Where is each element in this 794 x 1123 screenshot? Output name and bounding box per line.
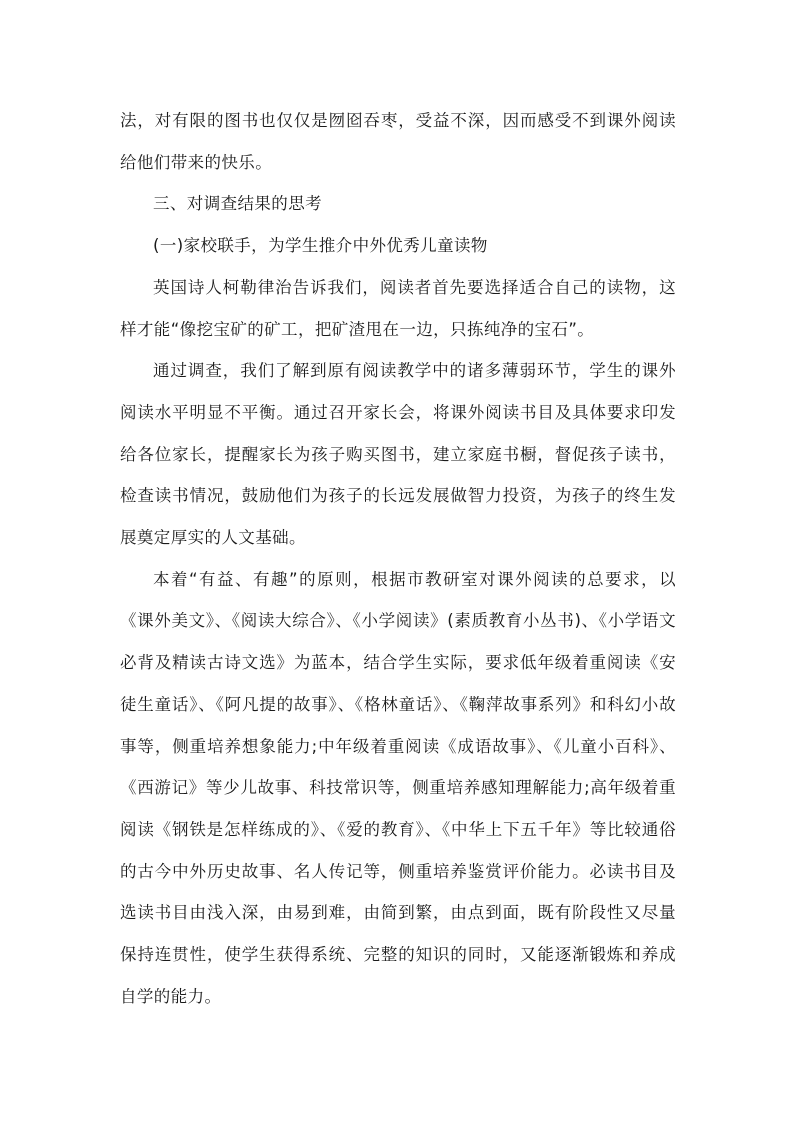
paragraph-coleridge-quote: 英国诗人柯勒律治告诉我们，阅读者首先要选择适合自己的读物，这样才能“像挖宝矿的矿工，把矿渣甩在一边，只拣纯净的宝石”。 xyxy=(120,277,676,339)
paragraph-survey-findings: 通过调查，我们了解到原有阅读教学中的诸多薄弱环节，学生的课外阅读水平明显不平衡。通过召开家长会，将课外阅读书目及具体要求印发给各位家长，提醒家长为孩子购买图书，建立家庭书橱，督促孩子读书，检查读书情况，鼓励他们为孩子的长远发展做智力投资，为孩子的终生发展奠定厚实的人文基础。 xyxy=(120,361,676,548)
paragraph-reading-list: 本着“有益、有趣”的原则，根据市教研室对课外阅读的总要求，以《课外美文》、《阅读大综合》、《小学阅读》(素质教育小丛书)、《小学语文必背及精读古诗文选》为蓝本，结合学生实际，要求低年级着重阅读《安徒生童话》、《阿凡提的故事》、《格林童话》、《鞠萍故事系列》和科幻小故事等，侧重培养想象能力;中年级着重阅读《成语故事》、《儿童小百科》、《西游记》等少儿故事、科技常识等，侧重培养感知理解能力;高年级着重阅读《钢铁是怎样练成的》、《爱的教育》、《中华上下五千年》等比较通俗的古今中外历史故事、名人传记等，侧重培养鉴赏评价能力。必读书目及选读书目由浅入深，由易到难，由简到繁，由点到面，既有阶段性又尽量保持连贯性，使学生获得系统、完整的知识的同时，又能逐渐锻炼和养成自学的能力。 xyxy=(120,569,676,1006)
section-heading: 三、对调查结果的思考 xyxy=(153,194,322,214)
paragraph-continuation: 法，对有限的图书也仅仅是囫囵吞枣，受益不深，因而感受不到课外阅读给他们带来的快乐。 xyxy=(120,111,676,172)
subsection-heading: (一)家校联手，为学生推介中外优秀儿童读物 xyxy=(153,236,488,256)
document-body xyxy=(120,100,676,1017)
